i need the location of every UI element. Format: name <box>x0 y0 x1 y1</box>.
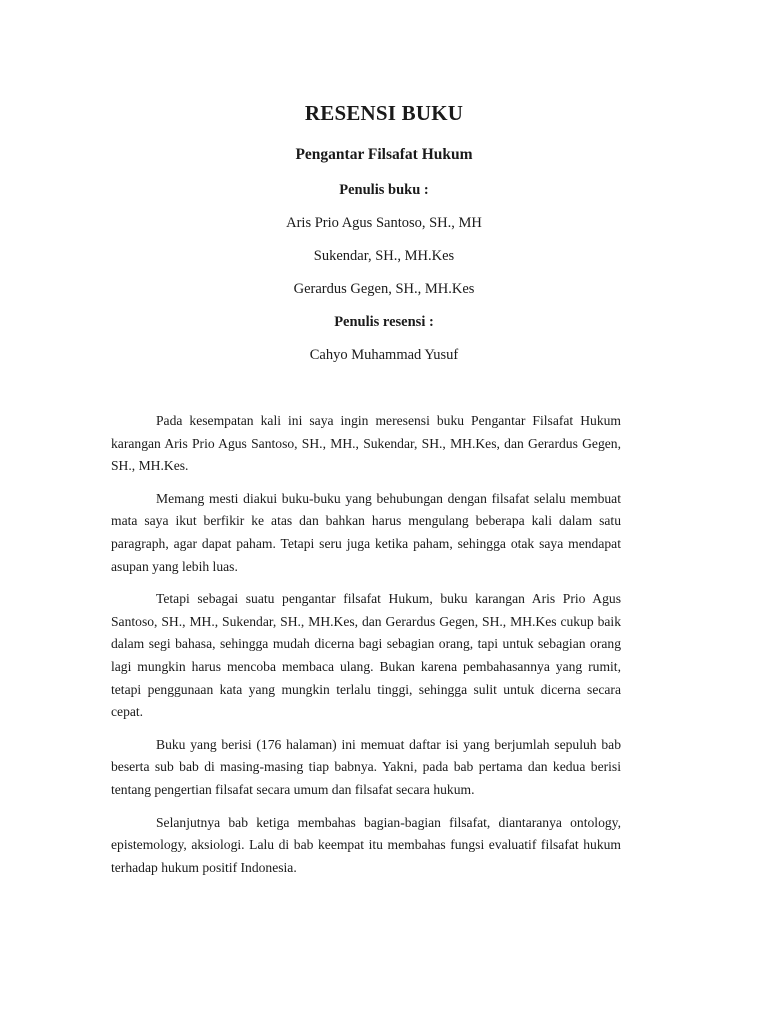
paragraph-4: Buku yang berisi (176 halaman) ini memuat daftar isi yang berjumlah sepuluh bab beserta sub bab di masing-masing tiap babnya. Yakni, pada bab pertama dan kedua berisi tentang pengertian filsafat secara umum dan filsafat secara hukum. <box>111 736 621 797</box>
document-title: RESENSI BUKU <box>304 101 464 125</box>
paragraph-1: Pada kesempatan kali ini saya ingin meresensi buku Pengantar Filsafat Hukum karangan Aris Prio Agus Santoso, SH., MH., Sukendar, SH., MH.Kes, dan Gerardus Gegen, SH., MH.Kes. <box>111 413 621 474</box>
reviewer-name: Cahyo Muhammad Yusuf <box>309 347 459 363</box>
author-2: Sukendar, SH., MH.Kes <box>313 248 455 264</box>
author-1: Aris Prio Agus Santoso, SH., MH <box>286 215 482 231</box>
paragraph-3: Tetapi sebagai suatu pengantar filsafat Hukum, buku karangan Aris Prio Agus Santoso, SH., MH., Sukendar, SH., MH.Kes, dan Gerardus Gegen, SH., MH.Kes cukup baik dalam segi bahasa, sehingga mudah dicerna bagi sebagian orang, tapi untuk sebagian orang lagi mungkin harus mencoba membaca ulang. Bukan karena pembahasannya yang rumit, tetapi penggunaan kata yang mungkin terlalu tinggi, sehingga sulit untuk dicerna secara cepat. <box>111 591 621 720</box>
review-body <box>111 410 621 889</box>
paragraph-2: Memang mesti diakui buku-buku yang behubungan dengan filsafat selalu membuat mata saya ikut berfikir ke atas dan bahkan harus mengulang beberapa kali dalam satu paragraph, agar dapat paham. Tetapi seru juga ketika paham, sehingga otak saya mendapat asupan yang lebih luas. <box>111 490 621 574</box>
reviewer-label: Penulis resensi : <box>334 314 434 330</box>
book-title: Pengantar Filsafat Hukum <box>295 146 473 163</box>
authors-label: Penulis buku : <box>339 182 429 198</box>
author-3: Gerardus Gegen, SH., MH.Kes <box>293 281 475 297</box>
paragraph-5: Selanjutnya bab ketiga membahas bagian-bagian filsafat, diantaranya ontology, epistemology, aksiologi. Lalu di bab keempat itu membahas fungsi evaluatif filsafat hukum terhadap hukum positif Indonesia. <box>111 814 621 875</box>
